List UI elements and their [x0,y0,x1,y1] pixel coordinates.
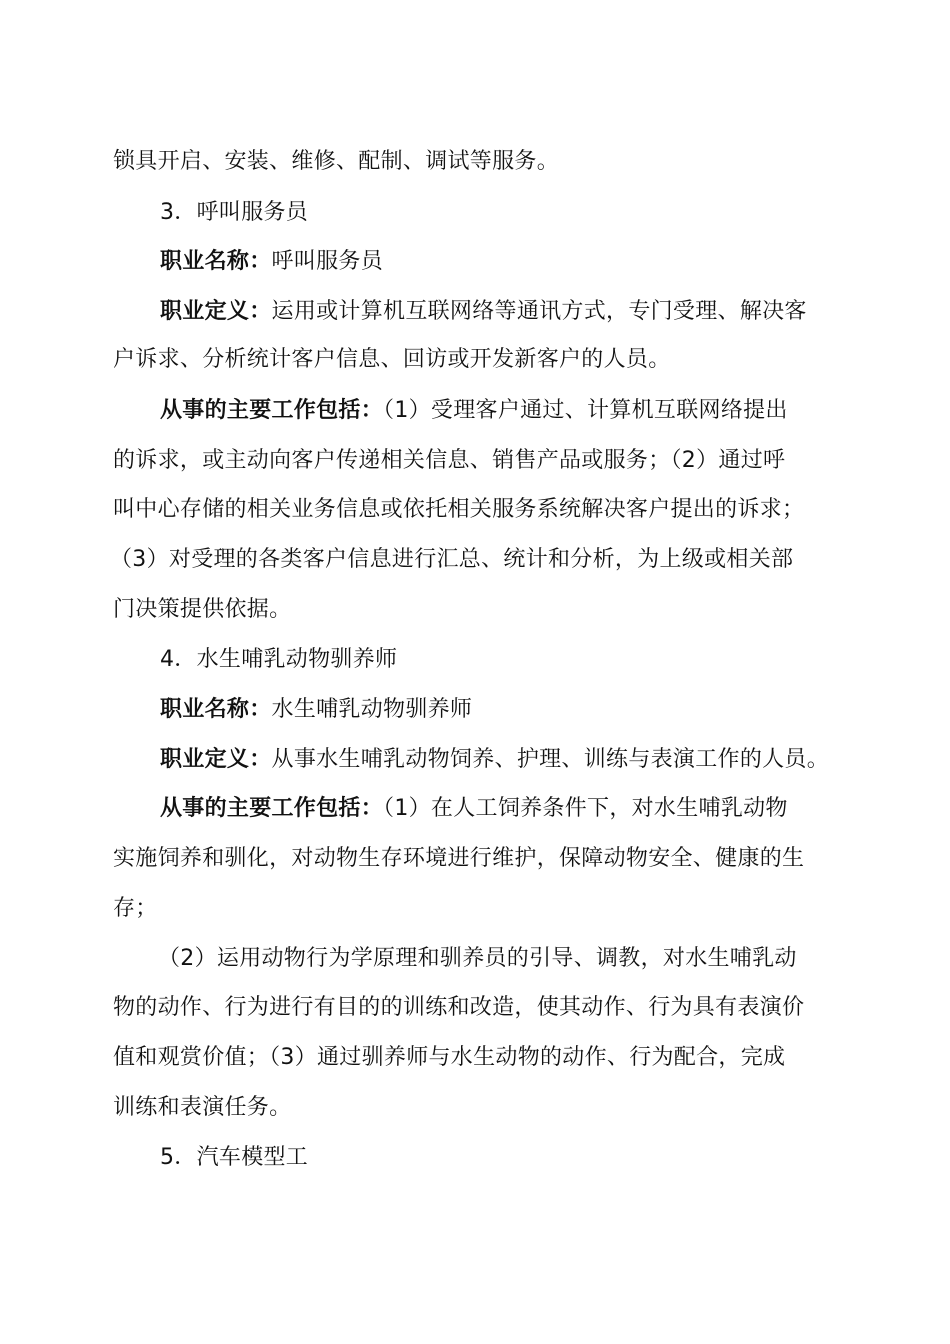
text-line: 存； [113,896,158,921]
text-line: 从事的主要工作包括：（1）在人工饲养条件下，对水生哺乳动物 [160,796,788,821]
section-heading: 4．水生哺乳动物驯养师 [160,647,398,672]
field-label: 职业名称： [160,249,272,274]
text-line: 职业名称：呼叫服务员 [160,249,384,274]
text-line: 门决策提供依据。 [113,597,292,622]
section-heading: 5．汽车模型工 [160,1145,309,1170]
text-line: 的诉求，或主动向客户传递相关信息、销售产品或服务；（2）通过呼 [113,448,786,473]
text-line: 值和观赏价值；（3）通过驯养师与水生动物的动作、行为配合，完成 [113,1045,786,1070]
text-line: 锁具开启、安装、维修、配制、调试等服务。 [113,149,560,174]
section-heading: 3．呼叫服务员 [160,200,309,225]
text-line: 实施饲养和驯化，对动物生存环境进行维护，保障动物安全、健康的生 [113,846,805,871]
text-line: （2）运用动物行为学原理和驯养员的引导、调教，对水生哺乳动 [158,946,797,971]
text-line: 从事的主要工作包括：（1）受理客户通过、计算机互联网络提出 [160,398,788,423]
text-line: 物的动作、行为进行有目的的训练和改造，使其动作、行为具有表演价 [113,995,805,1020]
field-label: 职业定义： [160,747,272,772]
text-line: 训练和表演任务。 [113,1095,292,1120]
text-line: 职业定义：从事水生哺乳动物饲养、护理、训练与表演工作的人员。 [160,747,830,772]
field-label: 职业定义： [160,299,272,324]
text-line: 职业定义：运用或计算机互联网络等通讯方式，专门受理、解决客 [160,299,807,324]
text-line: 职业名称：水生哺乳动物驯养师 [160,697,473,722]
field-label: 职业名称： [160,697,272,722]
text-line: 户诉求、分析统计客户信息、回访或开发新客户的人员。 [113,347,671,372]
field-label: 从事的主要工作包括： [160,398,384,423]
text-line: （3）对受理的各类客户信息进行汇总、统计和分析，为上级或相关部 [110,547,794,572]
field-label: 从事的主要工作包括： [160,796,384,821]
text-line: 叫中心存储的相关业务信息或依托相关服务系统解决客户提出的诉求； [113,497,805,522]
